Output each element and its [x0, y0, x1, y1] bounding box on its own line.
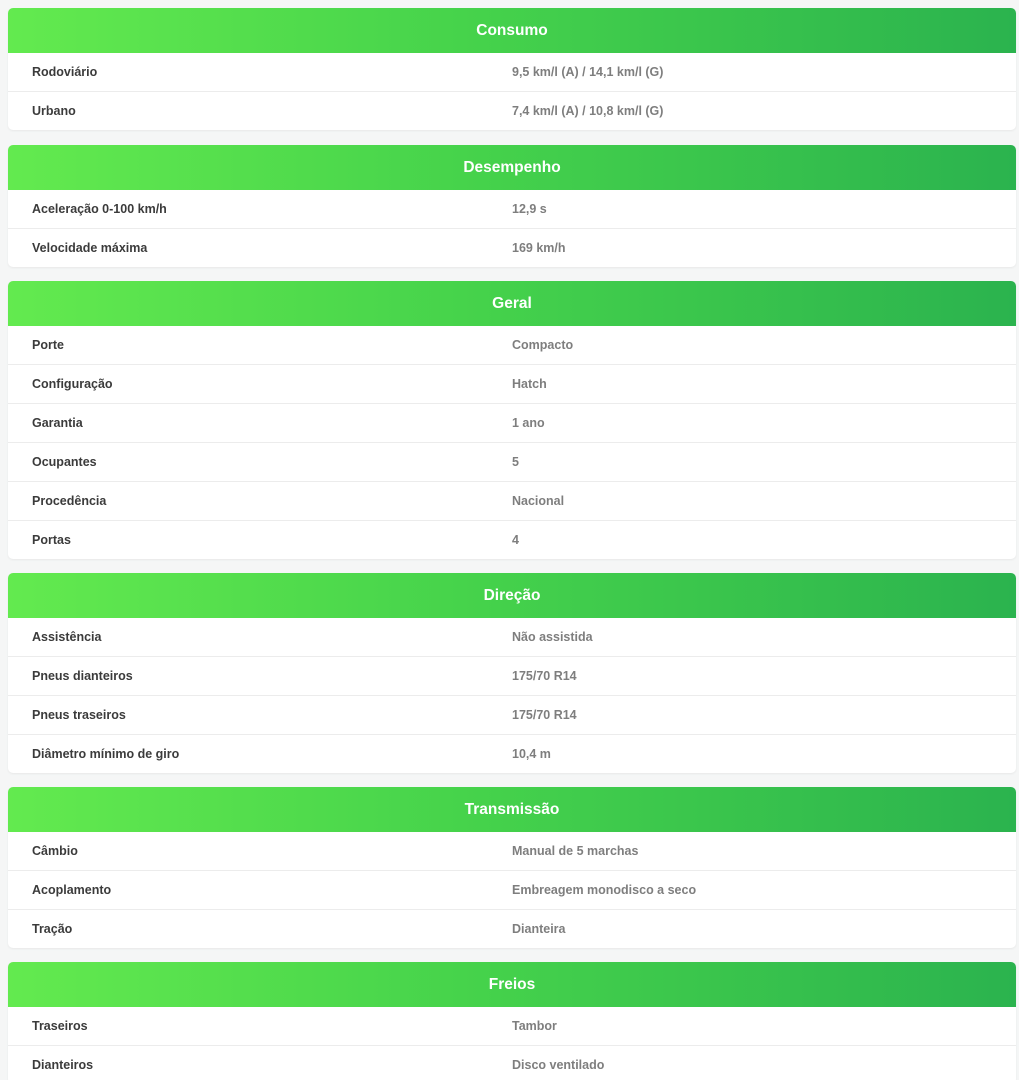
spec-row — [8, 190, 1016, 229]
spec-value: Hatch — [512, 377, 547, 391]
spec-card-freios — [8, 962, 1016, 1080]
spec-value: 175/70 R14 — [512, 708, 577, 722]
spec-row — [8, 1046, 1016, 1080]
spec-value: Manual de 5 marchas — [512, 844, 639, 858]
spec-label: Urbano — [32, 104, 76, 118]
spec-card-consumo — [8, 8, 1016, 130]
spec-value: Embreagem monodisco a seco — [512, 883, 697, 897]
spec-row — [8, 871, 1016, 910]
spec-label: Assistência — [32, 630, 102, 644]
spec-value: Compacto — [512, 338, 574, 352]
spec-row — [8, 735, 1016, 773]
spec-value: 1 ano — [512, 416, 545, 430]
spec-card-geral — [8, 281, 1016, 559]
spec-row — [8, 521, 1016, 559]
spec-row — [8, 53, 1016, 92]
spec-row — [8, 1007, 1016, 1046]
spec-row — [8, 832, 1016, 871]
spec-label: Porte — [32, 338, 64, 352]
spec-value: Nacional — [512, 494, 565, 508]
section-title: Geral — [8, 281, 1016, 326]
spec-label: Pneus traseiros — [32, 708, 126, 722]
section-title: Desempenho — [8, 145, 1016, 190]
spec-value: 9,5 km/l (A) / 14,1 km/l (G) — [512, 65, 664, 79]
spec-value: Não assistida — [512, 630, 593, 644]
spec-label: Diâmetro mínimo de giro — [32, 747, 180, 761]
spec-row — [8, 696, 1016, 735]
spec-row — [8, 657, 1016, 696]
spec-label: Câmbio — [32, 844, 78, 858]
spec-row — [8, 365, 1016, 404]
spec-value: 10,4 m — [512, 747, 551, 761]
spec-label: Pneus dianteiros — [32, 669, 133, 683]
spec-value: 5 — [512, 455, 519, 469]
spec-label: Dianteiros — [32, 1058, 94, 1072]
spec-value: 7,4 km/l (A) / 10,8 km/l (G) — [512, 104, 664, 118]
spec-value: 169 km/h — [512, 241, 566, 255]
spec-label: Traseiros — [32, 1019, 88, 1033]
spec-card-desempenho — [8, 145, 1016, 267]
spec-value: Tambor — [512, 1019, 557, 1033]
spec-card-transmissao — [8, 787, 1016, 948]
spec-label: Configuração — [32, 377, 113, 391]
spec-label: Garantia — [32, 416, 83, 430]
spec-row — [8, 404, 1016, 443]
spec-row — [8, 482, 1016, 521]
section-title: Direção — [8, 573, 1016, 618]
spec-row — [8, 229, 1016, 267]
spec-label: Portas — [32, 533, 71, 547]
section-title: Transmissão — [8, 787, 1016, 832]
spec-row — [8, 910, 1016, 948]
spec-label: Rodoviário — [32, 65, 98, 79]
spec-label: Procedência — [32, 494, 107, 508]
spec-card-direcao — [8, 573, 1016, 773]
spec-value: Dianteira — [512, 922, 566, 936]
spec-value: 12,9 s — [512, 202, 547, 216]
spec-value: Disco ventilado — [512, 1058, 605, 1072]
spec-row — [8, 326, 1016, 365]
spec-row — [8, 92, 1016, 130]
spec-row — [8, 618, 1016, 657]
section-title: Consumo — [8, 8, 1016, 53]
spec-label: Ocupantes — [32, 455, 97, 469]
spec-label: Tração — [32, 922, 73, 936]
spec-value: 175/70 R14 — [512, 669, 577, 683]
spec-label: Velocidade máxima — [32, 241, 148, 255]
section-title: Freios — [8, 962, 1016, 1007]
spec-label: Acoplamento — [32, 883, 112, 897]
spec-row — [8, 443, 1016, 482]
spec-value: 4 — [512, 533, 519, 547]
spec-label: Aceleração 0-100 km/h — [32, 202, 167, 216]
